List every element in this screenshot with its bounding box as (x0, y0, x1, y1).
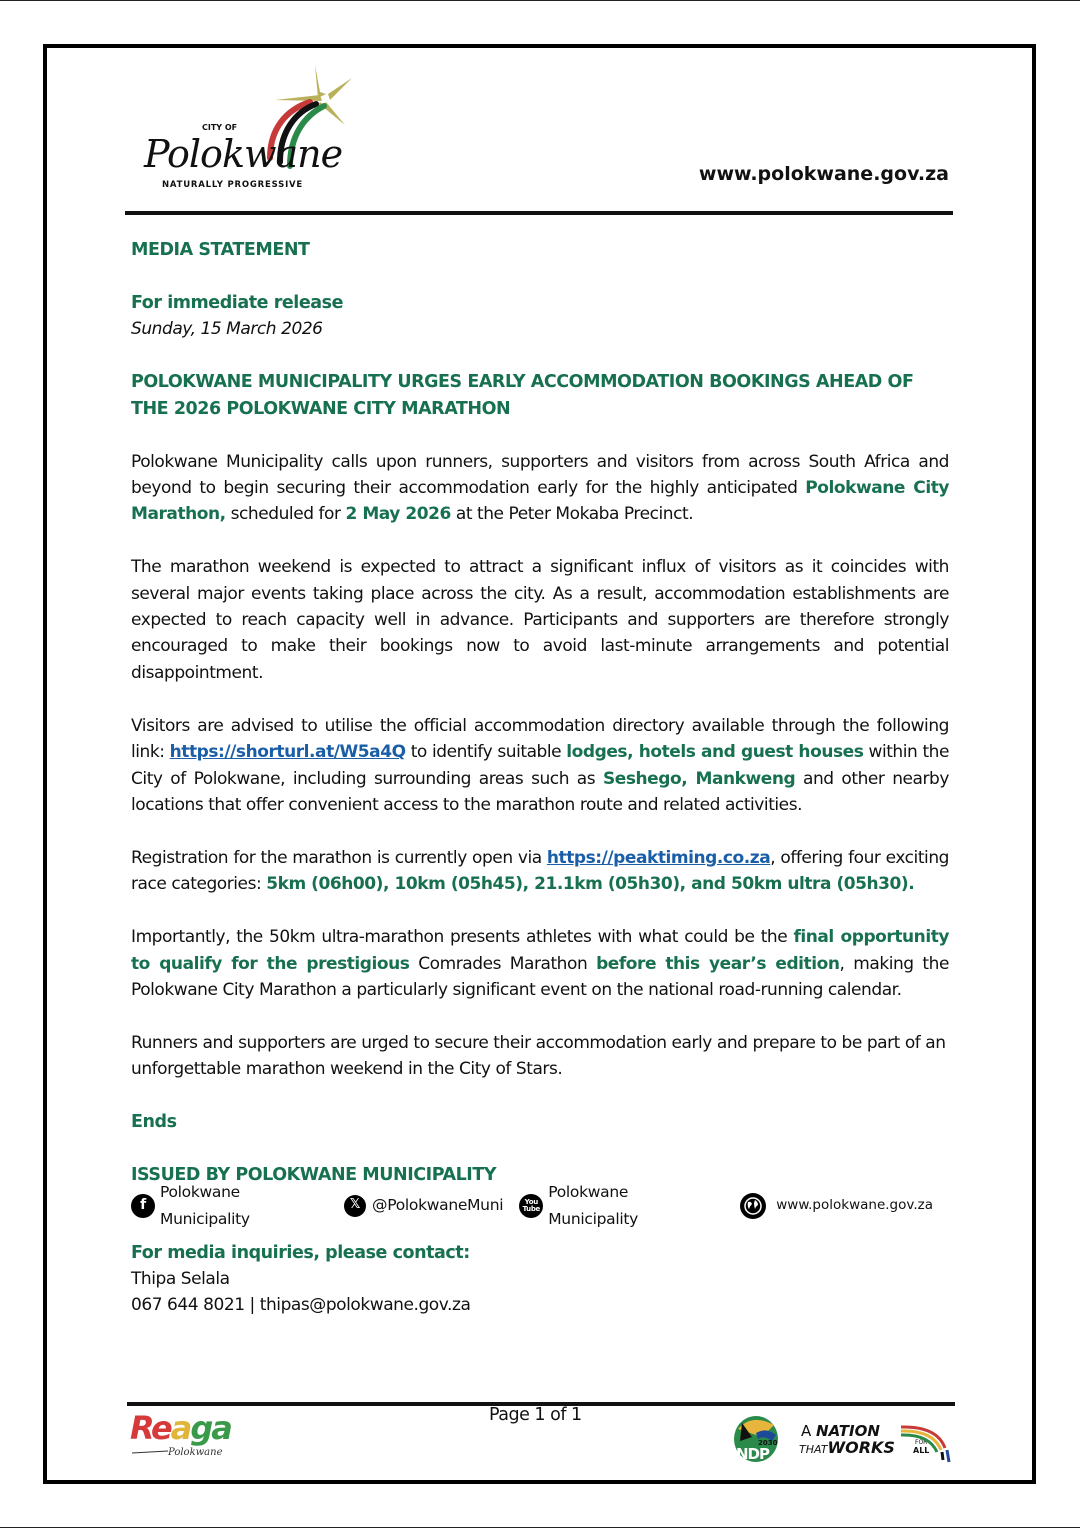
nation-all: ALL (913, 1446, 930, 1455)
paragraph-accommodation (131, 713, 949, 819)
statement-type: MEDIA STATEMENT (131, 240, 310, 260)
svg-text:THATWORKS (799, 1438, 895, 1457)
paragraph-closing: Runners and supporters are urged to secure their accommodation early and prepare to be part of an unforgettable marathon weekend in the City of Stars. (131, 1032, 946, 1080)
facebook-label: Polokwane Municipality (160, 1183, 250, 1228)
p5-text-a: Importantly, the 50km ultra-marathon presents athletes with what could be the (131, 927, 794, 948)
registration-link[interactable]: https://peaktiming.co.za (546, 847, 771, 868)
p3-text-c: within the City of Polokwane, including surrounding areas such as (131, 742, 950, 789)
reaga-sub: Polokwane (168, 1447, 223, 1458)
ends-label: Ends (131, 1112, 177, 1133)
p1-text-a: Polokwane Municipality calls upon runners, supporters and visitors from across South Africa and beyond to begin securing their accommodation early for the highly anticipated (131, 451, 949, 498)
youtube-icon (519, 1194, 543, 1218)
x-label: @PolokwaneMuni (372, 1196, 504, 1215)
edition-highlight: before this year’s edition (596, 953, 840, 974)
contact-heading: For media inquiries, please contact: (131, 1242, 470, 1263)
reaga-logo (128, 1405, 238, 1461)
headline-line1: POLOKWANE MUNICIPALITY URGES EARLY ACCOMMODATION BOOKINGS AHEAD OF (131, 372, 914, 393)
nation-works: WORKS (827, 1438, 895, 1457)
contact-name: Thipa Selala (131, 1268, 230, 1289)
nation-that: THAT (799, 1443, 828, 1456)
ndp-text: NDP (736, 1445, 769, 1463)
reaga-word: Reaga (130, 1409, 231, 1447)
paragraph-influx: The marathon weekend is expected to attract a significant influx of visitors as it coincides with several major events taking place across the city. As a result, accommodation establishments are expected to reach capacity well in advance. Participants and supporters are therefore strongly encouraged to make their bookings now to avoid last-minute arrangements and potential disappointment. (131, 557, 949, 683)
page-number: Page 1 of 1 (489, 1405, 582, 1425)
race-categories: 5km (06h00), 10km (05h45), 21.1km (05h30), and 50km ultra (05h30). (266, 874, 915, 895)
youtube-glyph-bottom: Tube (522, 1204, 541, 1213)
release-label: For immediate release (131, 292, 344, 313)
nation-a: A (801, 1422, 817, 1440)
event-name: Polokwane City Marathon, (131, 477, 950, 525)
p3-text-a: Visitors are advised to utilise the official accommodation directory available through the following link: (131, 715, 949, 763)
polokwane-logo (130, 60, 370, 195)
youtube-label: Polokwane Municipality (548, 1183, 638, 1228)
statement-body (131, 237, 949, 1319)
p1-text-c: at the Peter Mokaba Precinct. (450, 504, 694, 525)
header-divider (125, 211, 953, 215)
logo-tagline: NATURALLY PROGRESSIVE (162, 180, 304, 190)
youtube-glyph-top: You (524, 1197, 538, 1206)
statement-date: Sunday, 15 March 2026 (131, 319, 323, 340)
p5-text-b: Comrades Marathon (409, 953, 597, 974)
social-website[interactable] (740, 1192, 933, 1218)
page-edge-top (0, 0, 1080, 1)
contact-details: 067 644 8021 | thipas@polokwane.gov.za (131, 1295, 471, 1316)
accommodation-directory-link[interactable]: https://shorturl.at/W5a4Q (169, 742, 406, 763)
p4-text-a: Registration for the marathon is currently open via (131, 847, 547, 868)
qualify-highlight: final opportunity to qualify for the prestigious (131, 927, 950, 974)
accommodation-types: lodges, hotels and guest houses (566, 742, 864, 763)
ndp-year: 2030 (758, 1439, 778, 1447)
logo-city-of: CITY OF (202, 123, 238, 132)
facebook-icon: f (131, 1194, 155, 1218)
nation-word: NATION (816, 1422, 880, 1440)
social-links (131, 1183, 949, 1228)
p3-text-b: to identify suitable (405, 742, 567, 763)
logo-name: Polokwane (144, 132, 343, 176)
website-label: www.polokwane.gov.za (776, 1197, 933, 1214)
p1-text-b: scheduled for (225, 504, 346, 525)
p3-text-d: and other nearby locations that offer convenient access to the marathon route and related activities. (131, 768, 950, 815)
globe-icon (740, 1193, 766, 1219)
surrounding-areas: Seshego, Mankweng (602, 768, 796, 789)
social-youtube[interactable] (519, 1179, 716, 1232)
paragraph-intro (131, 449, 949, 528)
event-date: 2 May 2026 (345, 504, 451, 525)
headline (131, 369, 949, 422)
polokwane-logo-graphic (130, 60, 370, 195)
ndp-2030-logo (732, 1415, 784, 1463)
paragraph-registration (131, 845, 949, 898)
header-website: www.polokwane.gov.za (698, 163, 949, 185)
social-facebook[interactable] (131, 1179, 328, 1232)
p5-text-c: , making the Polokwane City Marathon a particularly significant event on the national road-running calendar. (131, 953, 949, 1001)
p4-text-b: , offering four exciting race categories: (131, 847, 949, 895)
social-x[interactable] (344, 1192, 503, 1218)
nation-for: FOR (915, 1439, 928, 1446)
issued-by: ISSUED BY POLOKWANE MUNICIPALITY (131, 1165, 497, 1186)
paragraph-comrades (131, 924, 949, 1003)
headline-line2: THE 2026 POLOKWANE CITY MARATHON (131, 398, 511, 419)
x-twitter-icon: 𝕏 (344, 1195, 366, 1217)
page-edge-bottom (0, 1527, 1080, 1528)
nation-that-works-logo (797, 1418, 957, 1466)
